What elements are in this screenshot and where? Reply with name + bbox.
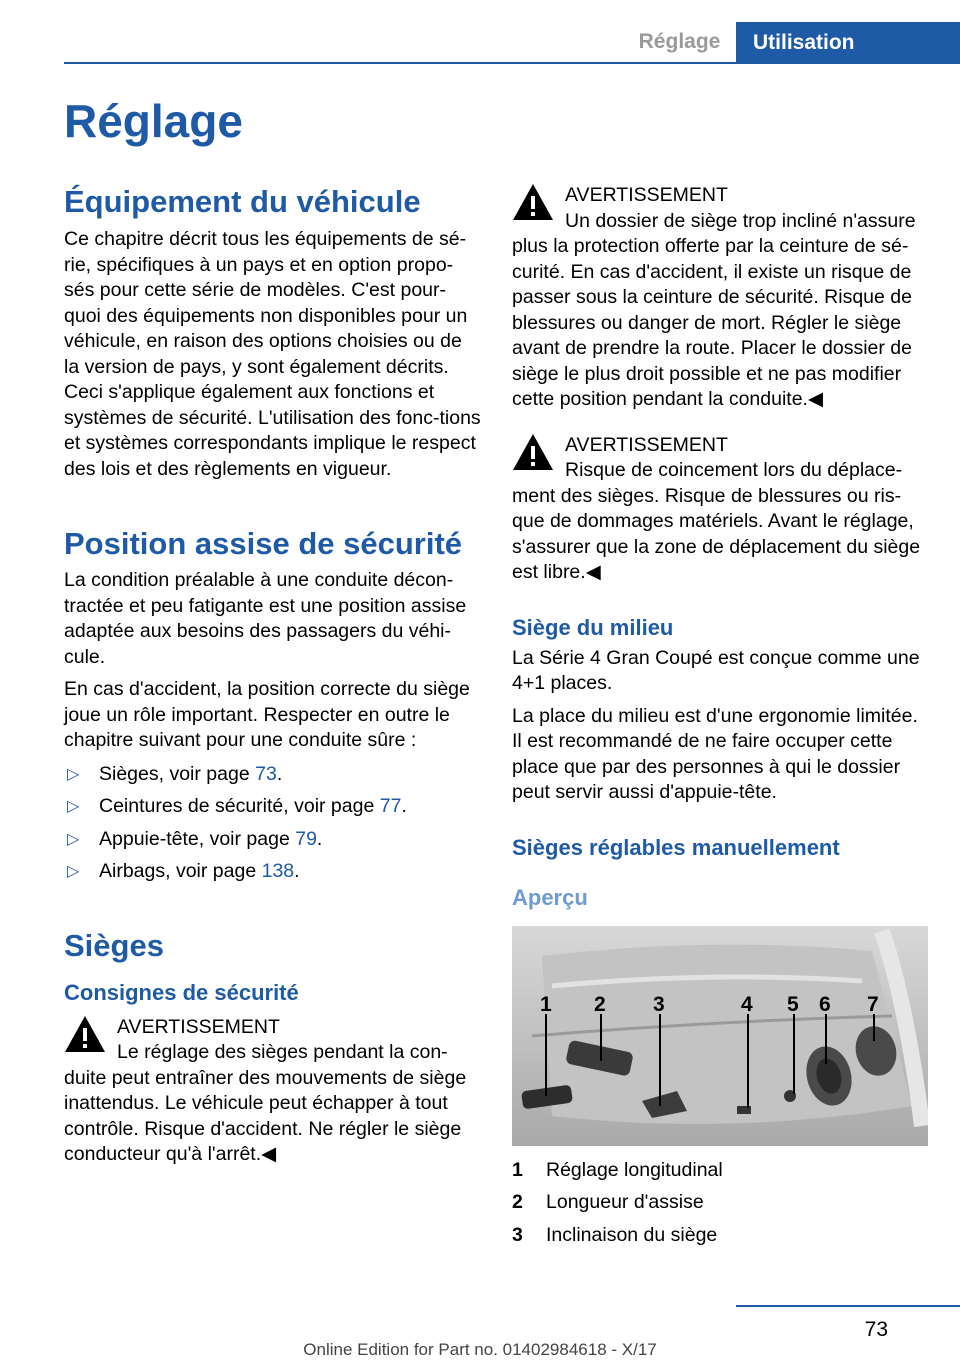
warning-block [64, 1015, 482, 1168]
seat-illustration [512, 926, 928, 1146]
page-link[interactable]: 77 [379, 795, 402, 817]
image-label: 4 [741, 992, 753, 1016]
list-item-text: Airbags, voir page [99, 860, 262, 882]
warning-block [512, 183, 930, 413]
legend-item [512, 1158, 930, 1184]
page-link[interactable]: 73 [255, 762, 277, 785]
legend-number: 1 [512, 1158, 523, 1181]
list-item: ▷ Airbags, voir page 138. [64, 859, 482, 885]
list-item: ▷ Appuie-tête, voir page 79. [64, 827, 482, 853]
sieges-heading: Sièges [64, 927, 164, 963]
list-item: ▷ Sièges, voir page 73. [64, 762, 482, 788]
list-item-text: Sièges, voir page [99, 762, 256, 785]
milieu-heading: Siège du milieu [512, 614, 674, 640]
list-item-text: Ceintures de sécurité, voir page [99, 795, 380, 817]
legend-item [512, 1223, 930, 1249]
warning-icon [512, 183, 554, 221]
warning-icon [64, 1015, 106, 1053]
page-link[interactable]: 138 [261, 860, 295, 882]
page-title: Réglage [64, 95, 243, 147]
position-heading: Position assise de sécurité [64, 526, 463, 561]
warning-title: AVERTISSEMENT [565, 433, 728, 456]
warning-block [512, 433, 930, 586]
legend-item [512, 1190, 930, 1216]
legend-list [512, 1158, 930, 1249]
warning-title: AVERTISSEMENT [117, 1015, 280, 1038]
warning-text: Un dossier de siège trop incliné n'assure plus la protection offerte par la ceinture de sé-curité. En cas d'accident, il existe un risque de passer sous la ceinture de sécurité. Risque de blessures ou danger de mort. Régler le siège avant de prendre la route. Placer le dossier de siège le plus droit possible et ne pas modifier cette position pendant la conduite.◀ [512, 209, 916, 410]
image-label: 6 [819, 992, 831, 1016]
header-tab-utilisation[interactable]: Utilisation [736, 22, 960, 64]
image-label: 7 [867, 992, 879, 1016]
right-column [512, 183, 930, 1255]
equipment-heading: Équipement du véhicule [64, 184, 421, 219]
reference-list [64, 762, 482, 885]
seat-controls-image [512, 926, 928, 1146]
milieu-paragraph-2: La place du milieu est d'une ergonomie limitée. Il est recommandé de ne faire occuper cette place que par des personnes à qui le dossier peut servir aussi d'appuie-tête. [512, 704, 918, 803]
image-label: 1 [540, 992, 552, 1016]
footer-edition: Online Edition for Part no. 01402984618 - X/17 [303, 1340, 657, 1359]
image-label: 3 [653, 992, 665, 1016]
list-item-text: Appuie-tête, voir page [99, 827, 296, 850]
triangle-bullet-icon: ▷ [67, 765, 80, 783]
legend-number: 3 [512, 1223, 523, 1246]
header-rule [64, 62, 960, 64]
header-tab-reglage[interactable]: Réglage [638, 30, 721, 53]
legend-text: Réglage longitudinal [546, 1158, 723, 1181]
list-item: ▷ Ceintures de sécurité, voir page 77. [64, 794, 482, 820]
consignes-heading: Consignes de sécurité [64, 979, 299, 1005]
warning-text: Risque de coincement lors du déplace-ment des sièges. Risque de blessures ou ris-que de dommages matériels. Avant le réglage, s'assurer que la zone de déplacement du siège est libre.◀ [512, 459, 921, 583]
warning-text: Le réglage des sièges pendant la con-duite peut entraîner des mouvements de siège inattendus. Le véhicule peut échapper à tout contrôle. Risque d'accident. Ne régler le siège conducteur qu'à l'arrêt.◀ [64, 1041, 467, 1165]
warning-icon [512, 433, 554, 471]
footer-rule [736, 1305, 960, 1307]
apercu-heading: Aperçu [512, 884, 588, 910]
triangle-bullet-icon: ▷ [67, 798, 80, 815]
legend-text: Longueur d'assise [546, 1191, 704, 1213]
page-link[interactable]: 79 [295, 827, 317, 850]
equipment-text: Ce chapitre décrit tous les équipements de sé-rie, spécifiques à un pays et en option propo-sés pour cette série de modèles. C'est pour-quoi des équipements non disponibles pour un véhicule, en raison des options choisies ou de la version de pays, y sont également décrits. Ceci s'applique également aux fonctions et systèmes de sécurité. L'utilisation des fonc-tions et systèmes correspondants implique le respect des lois et des règlements en vigueur. [64, 228, 481, 480]
legend-text: Inclinaison du siège [546, 1223, 718, 1246]
position-paragraph-1: La condition préalable à une conduite décon-tractée et peu fatigante est une position assise adaptée aux besoins des passagers du véhi-cule. [64, 569, 467, 668]
manual-seats-heading: Sièges réglables manuellement [512, 834, 840, 860]
page-number: 73 [864, 1318, 888, 1341]
legend-number: 2 [512, 1191, 523, 1213]
triangle-bullet-icon: ▷ [67, 863, 80, 880]
position-paragraph-2: En cas d'accident, la position correcte du siège joue un rôle important. Respecter en outre le chapitre suivant pour une conduite sûre : [64, 678, 470, 751]
left-column [64, 183, 482, 1168]
milieu-paragraph-1: La Série 4 Gran Coupé est conçue comme une 4+1 places. [512, 646, 920, 694]
image-label: 2 [594, 992, 606, 1016]
image-label: 5 [787, 992, 799, 1016]
warning-title: AVERTISSEMENT [565, 184, 728, 206]
triangle-bullet-icon: ▷ [67, 830, 80, 848]
